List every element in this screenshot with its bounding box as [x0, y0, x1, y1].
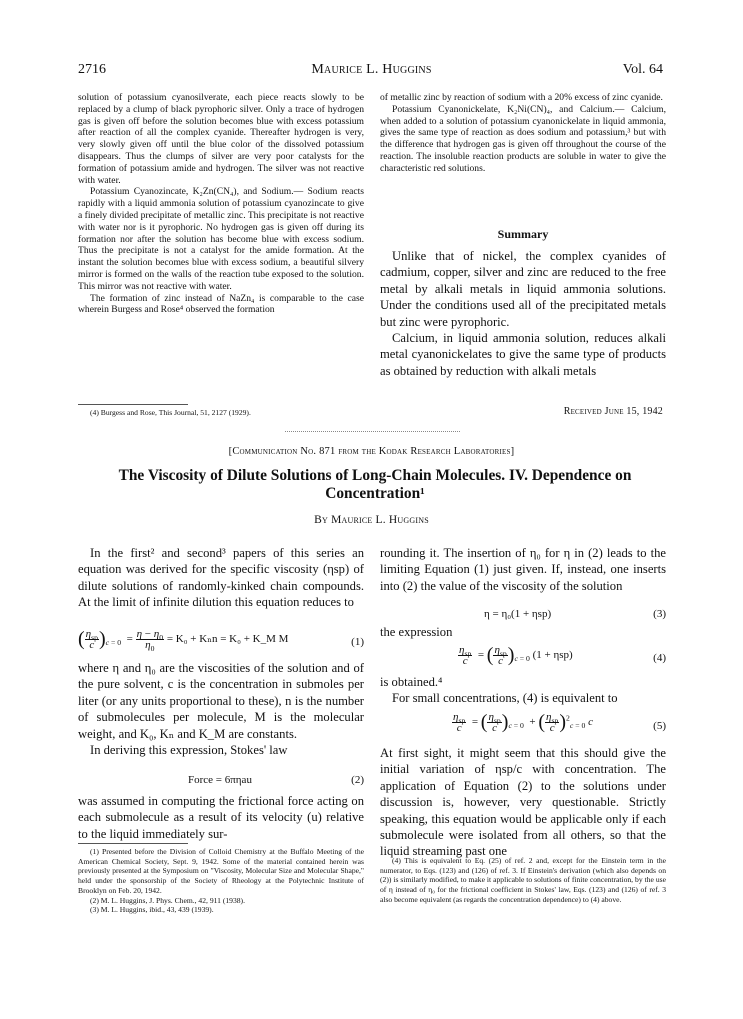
summary-paragraph: Unlike that of nickel, the complex cyanides of cadmium, copper, silver and zinc are reduced to the free metal by alkali metals in liquid ammonia solutions. Under the conditions used all of the precipitated metals but zinc were pyrophoric.: [380, 249, 666, 329]
footnote: (3) M. L. Huggins, ibid., 43, 439 (1939).: [90, 905, 214, 915]
article-right-paragraph-4: [380, 745, 666, 860]
article-right-paragraph-2: [380, 624, 666, 640]
paragraph: At first sight, it might seem that this should give the initial variation of ηsp/c with concentration. The application of Equation (2) to the solutions under discussion is, however, very questionable. Strictly speaking, this equation would be applicable only if each submolecule were isolated from all others, so that the liquid streaming past one: [380, 746, 666, 859]
article-left-paragraph-3: [78, 793, 364, 842]
equation-2-body: Force = 6πηau: [188, 774, 252, 786]
paragraph: where η and η₀ are the viscosities of the solution and of the pure solvent, c is the concentration in submoles per liter (or any units proportional to these), n is the number of submolecules per molecule, M is the molecular weight, and K₀, Kₙ and K_M are constants.: [78, 661, 364, 741]
equation-3-body: η = η₀(1 + ηsp): [484, 608, 552, 620]
running-title: Maurice L. Huggins: [311, 62, 432, 77]
article-title: The Viscosity of Dilute Solutions of Long-Chain Molecules. IV. Dependence on Concentration¹: [118, 467, 632, 502]
prev-paragraph: solution of potassium cyanosilverate, each piece reacts slowly to be replaced by a clump of black pyrophoric silver. Only a trace of hydrogen gas is given off before the solution becomes blue with excess potassium after reaction of all the complex cyanide. Thereafter hydrogen is very, very slowly given off until the blue color of the dissolved potassium disappears. Thus the clumps of silver are very poor catalysts for the formation of potassium amide and hydrogen. The silver was not reactive with water.: [78, 92, 364, 186]
equation-5: $\frac{\eta_{sp}}{c}$ = ( $\frac{\eta_{sp}}{c}$ )$_{c = 0}$ + ( $\frac{\eta_{sp}}{c}$ )$^2_{c = 0}$ c (5): [453, 711, 666, 734]
equation-1-rhs: = K₀ + Kₙn = K₀ + K_M M: [166, 633, 289, 646]
prev-article-right-column: [380, 92, 666, 175]
prev-paragraph: The formation of zinc instead of NaZn₄ is comparable to the case wherein Burgess and Rose⁴ observed the formation: [78, 292, 364, 316]
summary-text: [380, 248, 666, 379]
equation-1-number: (1): [351, 636, 364, 648]
footnote-rule: [78, 404, 188, 405]
article-right-paragraph-1: [380, 545, 666, 594]
prev-paragraph: of metallic zinc by reaction of sodium with a 20% excess of zinc cyanide.: [380, 92, 663, 103]
equation-3-number: (3): [653, 608, 666, 620]
article-right-paragraph-3: [380, 674, 666, 707]
paragraph: rounding it. The insertion of η₀ for η in (2) leads to the limiting Equation (1) just given. If, instead, one inserts into (2) the value of the viscosity of the solution: [380, 546, 666, 593]
paragraph: For small concentrations, (4) is equivalent to: [392, 691, 618, 706]
footnotes-right: [380, 856, 666, 905]
byline: By Maurice L. Huggins: [314, 514, 429, 526]
summary-paragraph: Calcium, in liquid ammonia solution, reduces alkali metal cyanonickelates to give the same type of products as obtained by reduction with alkali metals: [380, 331, 666, 378]
equation-2-number: (2): [351, 774, 364, 786]
paragraph: is obtained.⁴: [380, 675, 443, 689]
footnote: (2) M. L. Huggins, J. Phys. Chem., 42, 911 (1938).: [90, 895, 245, 905]
footnote: (4) This is equivalent to Eq. (25) of ref. 2 and, except for the Einstein term in the numerator, to Eqs. (123) and (126) of ref. 3. If Einstein's derivation (which also depends on (2)) is similarly modified, to make it applicable to solutions of finite concentration, by the use of η instead of η₀ for the frictional coefficient in Stokes' law, Eqs. (123) and (126) of ref. 3 also become equivalent (as regards the concentration dependence) to (4) above.: [380, 856, 666, 904]
summary-heading: Summary: [497, 227, 549, 241]
equation-4-number: (4): [653, 652, 666, 664]
received-date: Received June 15, 1942: [563, 406, 663, 417]
equation-4: $\frac{\eta_{sp}}{c}$ = ( $\frac{\eta_{sp}}{c}$ )$_{c = 0}$ (1 + ηsp) (4): [459, 644, 666, 667]
prev-paragraph: Potassium Cyanozincate, K₂Zn(CN₄), and Sodium.— Sodium reacts rapidly with a liquid ammonia solution of potassium cyanozincate to give a finely divided precipitate of metallic zinc. This precipitate is not reactive with water nor is it pyrophoric. No hydrogen gas is given off during its formation nor after the solution has become blue with excess sodium. Thus the precipitate is not a catalyst for the amide formation. At the instant the solution becomes blue with excess sodium, a beautiful silvery mirror is formed on the walls of the reaction tube exposed to the solution. This mirror was not reactive with water.: [78, 186, 364, 292]
paragraph: was assumed in computing the frictional force acting on each submolecule as a result of its velocity (u) relative to the liquid immediately sur-: [78, 794, 364, 841]
article-left-paragraph-1: [78, 545, 364, 611]
volume-label: Vol. 64: [622, 62, 663, 77]
prev-article-left-column: [78, 92, 364, 316]
prev-paragraph: Potassium Cyanonickelate, K₂Ni(CN)₄, and Calcium.— Calcium, when added to a solution of potassium cyanonickelate in liquid ammonia, gives the same type of reaction as does sodium and potassium,³ but with the difference that hydrogen gas is given off throughout the course of the reaction. The insoluble reaction products are soluble in water to give the characteristic red solutions.: [380, 103, 666, 174]
article-separator: [285, 431, 460, 432]
communication-line: [Communication No. 871 from the Kodak Research Laboratories]: [228, 446, 515, 457]
equation-1: ( $\frac{\eta_{sp}}{c}$ )$_{c = 0}$ = $\frac{\eta - \eta_0}{\eta_0}$ = K₀ + Kₙn = K₀ + K_M M (1): [78, 628, 364, 654]
article-left-paragraph-2: [78, 660, 364, 758]
footnote: (1) Presented before the Division of Colloid Chemistry at the Buffalo Meeting of the American Chemical Society, Sept. 9, 1942. Some of the material contained herein was previously presented at the Symposium on "Viscosity, Molecular Size and Molecular Shape," held under the sponsorship of the Society of Rheology at the Polytechnic Institute of Brooklyn on Feb. 20, 1942.: [78, 847, 364, 895]
paragraph: the expression: [380, 625, 453, 639]
footnote-rule: [78, 843, 188, 844]
footnotes-left: [78, 847, 364, 915]
paragraph: In deriving this expression, Stokes' law: [90, 743, 288, 758]
equation-5-number: (5): [653, 720, 666, 732]
page-number: 2716: [78, 62, 106, 77]
paragraph: In the first² and second³ papers of this series an equation was derived for the specific viscosity (ηsp) of dilute solutions of randomly-kinked chain compounds. At the limit of infinite dilution this equation reduces to: [78, 546, 364, 610]
prev-footnote: (4) Burgess and Rose, This Journal, 51, 2127 (1929).: [90, 408, 251, 417]
equation-4-rhs: (1 + ηsp): [532, 649, 573, 662]
